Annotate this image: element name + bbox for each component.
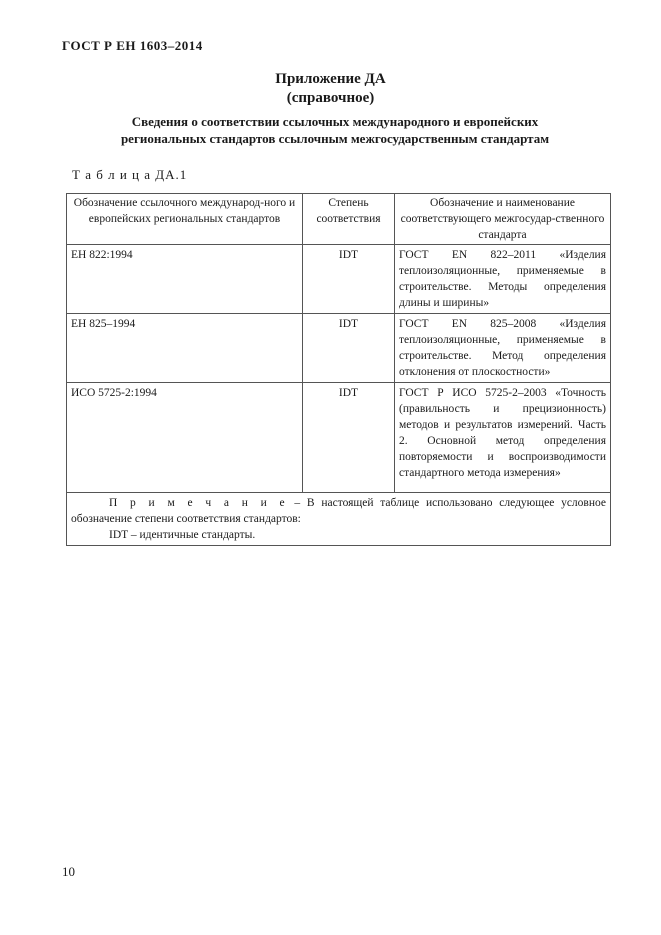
note-paragraph (71, 495, 606, 527)
table-note (67, 493, 611, 546)
table-header-row (67, 194, 611, 245)
cell-reference: ЕН 825–1994 (67, 314, 303, 383)
note-text: – В настоящей таблице использовано следующее условное обозначение степени соответствия стандартов: (71, 497, 606, 525)
cell-degree: IDT (303, 314, 395, 383)
column-header-reference: Обозначение ссылочного международ-ного и европейских региональных стандартов (67, 194, 303, 245)
subtitle-line-2: региональных стандартов ссылочным межгосударственным стандартам (120, 131, 550, 146)
appendix-kind: (справочное) (286, 90, 375, 106)
cell-reference: ЕН 822:1994 (67, 245, 303, 314)
cell-standard: ГОСТ EN 825–2008 «Изделия теплоизоляционные, применяемые в строительстве. Метод определения отклонения от плоскостности» (395, 314, 611, 383)
table-row (67, 314, 611, 383)
subtitle-line-1: Сведения о соответствии ссылочных международного и европейских (131, 114, 539, 129)
document-code: ГОСТ Р ЕН 1603–2014 (62, 38, 203, 53)
page-number: 10 (62, 864, 75, 879)
table-row (67, 245, 611, 314)
column-header-interstate-standard: Обозначение и наименование соответствующего межгосудар-ственного стандарта (395, 194, 611, 245)
note-label: П р и м е ч а н и е (109, 497, 288, 509)
cell-reference: ИСО 5725-2:1994 (67, 383, 303, 493)
appendix-title: Приложение ДА (275, 71, 386, 87)
cell-degree: IDT (303, 383, 395, 493)
note-item: IDT – идентичные стандарты. (109, 529, 256, 541)
table-row (67, 383, 611, 493)
cell-degree: IDT (303, 245, 395, 314)
appendix-heading (0, 70, 661, 108)
appendix-subtitle (80, 113, 590, 147)
correspondence-table (66, 193, 611, 546)
table-note-row (67, 493, 611, 546)
cell-standard: ГОСТ EN 822–2011 «Изделия теплоизоляционные, применяемые в строительстве. Методы определения длины и ширины» (395, 245, 611, 314)
column-header-degree: Степень соответствия (303, 194, 395, 245)
table-caption: Т а б л и ц а ДА.1 (72, 167, 188, 182)
cell-standard: ГОСТ Р ИСО 5725-2–2003 «Точность (правильность и прецизионность) методов и результатов измерений. Часть 2. Основной метод определения повторяемости и воспроизводимости стандартного метода измерения» (395, 383, 611, 493)
